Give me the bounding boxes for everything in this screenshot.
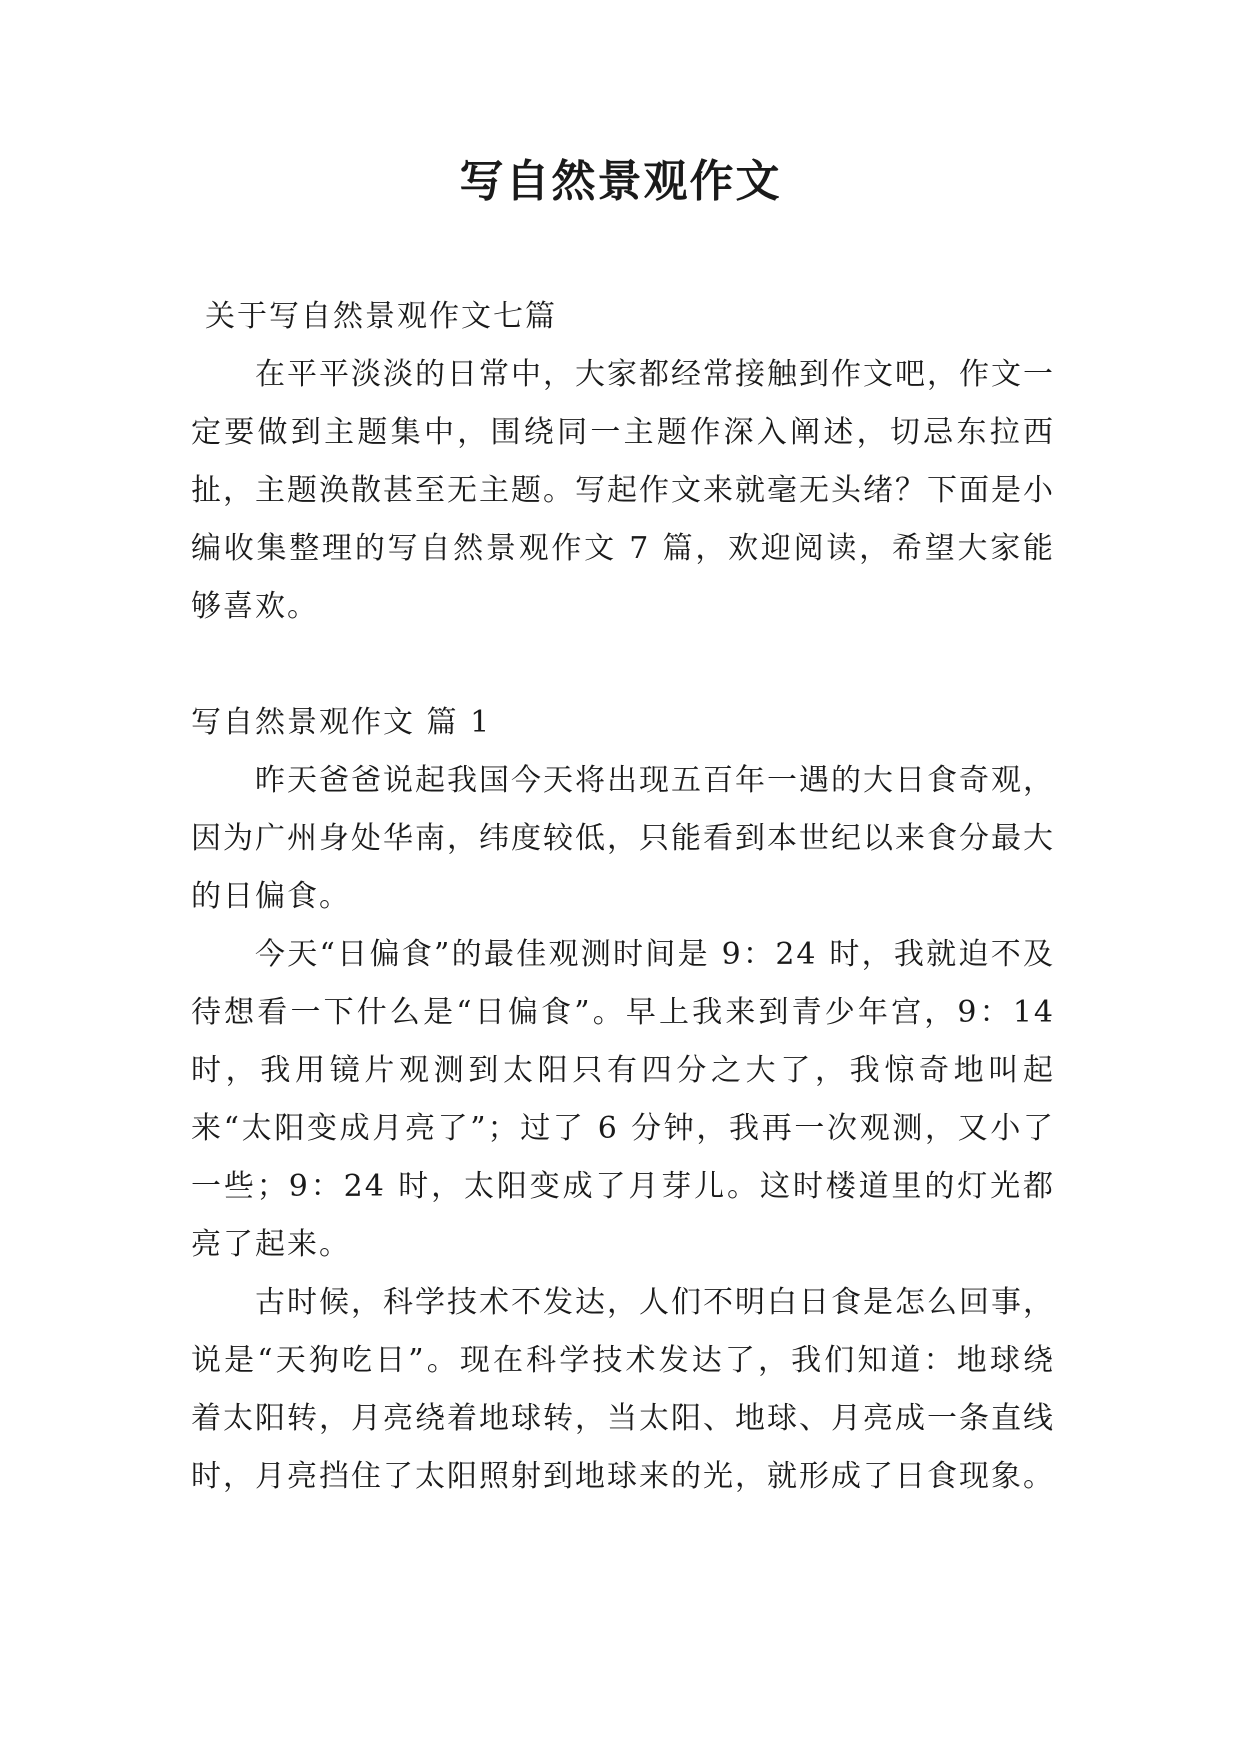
intro-paragraph: 在平平淡淡的日常中，大家都经常接触到作文吧，作文一定要做到主题集中，围绕同一主题作深入阐述，切忌东拉西扯，主题涣散甚至无主题。写起作文来就毫无头绪？下面是小编收集整理的写自然景观作文 7 篇，欢迎阅读，希望大家能够喜欢。 xyxy=(191,357,1055,624)
document-body xyxy=(191,288,1055,1506)
document-subtitle: 关于写自然景观作文七篇 xyxy=(205,299,557,334)
body-paragraph: 古时候，科学技术不发达，人们不明白日食是怎么回事，说是“天狗吃日”。现在科学技术发达了，我们知道：地球绕着太阳转，月亮绕着地球转，当太阳、地球、月亮成一条直线时，月亮挡住了太阳照射到地球来的光，就形成了日食现象。 xyxy=(191,1285,1055,1494)
document-title: 写自然景观作文 xyxy=(459,156,782,207)
body-paragraph: 昨天爸爸说起我国今天将出现五百年一遇的大日食奇观，因为广州身处华南，纬度较低，只能看到本世纪以来食分最大的日偏食。 xyxy=(191,763,1055,914)
body-paragraph: 今天“日偏食”的最佳观测时间是 9：24 时，我就迫不及待想看一下什么是“日偏食”。早上我来到青少年宫，9：14 时，我用镜片观测到太阳只有四分之大了，我惊奇地叫起来“太阳变成月亮了”；过了 6 分钟，我再一次观测，又小了一些；9：24 时，太阳变成了月芽儿。这时楼道里的灯光都亮了起来。 xyxy=(191,937,1055,1262)
section-spacer xyxy=(191,636,1055,694)
section-heading: 写自然景观作文 篇 1 xyxy=(191,705,492,740)
